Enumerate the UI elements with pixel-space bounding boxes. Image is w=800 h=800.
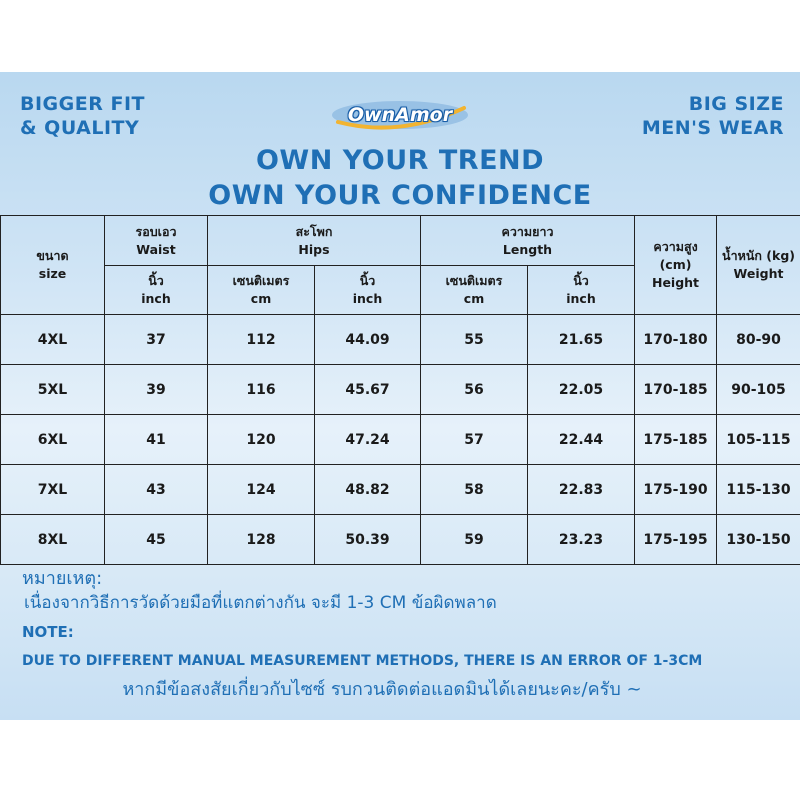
height-cell: 175-195 (635, 515, 717, 565)
left-tag-line1: BIGGER FIT (20, 93, 145, 115)
unit-label: เซนติเมตร (445, 273, 503, 288)
note-body-th: เนื่องจากวิธีการวัดด้วยมือที่แตกต่างกัน จะมี 1-3 CM ข้อผิดพลาด (24, 593, 497, 613)
size-header (1, 216, 105, 315)
length-inch-unit (528, 266, 635, 315)
hips-header-th: สะโพก (295, 223, 333, 239)
hips-inch-cell: 48.82 (315, 465, 421, 515)
hips-cm-cell: 128 (208, 515, 315, 565)
weight-cell: 115-130 (717, 465, 800, 515)
height-header-th: ความสูง (653, 239, 698, 254)
unit-label: นิ้ว (573, 273, 589, 288)
hips-cm-cell: 124 (208, 465, 315, 515)
hips-inch-unit (315, 266, 421, 315)
table-row (1, 415, 800, 465)
height-header (635, 216, 717, 315)
hips-inch-cell: 44.09 (315, 315, 421, 365)
height-cell: 170-180 (635, 315, 717, 365)
length-inch-cell: 21.65 (528, 315, 635, 365)
weight-cell: 90-105 (717, 365, 800, 415)
unit-label: cm (463, 291, 485, 306)
size-cell: 7XL (1, 465, 105, 515)
headline-trend: OWN YOUR TREND (255, 145, 545, 176)
unit-label: inch (141, 291, 171, 306)
height-header-en: Height (651, 275, 700, 290)
weight-cell: 80-90 (717, 315, 800, 365)
weight-cell: 130-150 (717, 515, 800, 565)
size-cell: 5XL (1, 365, 105, 415)
hips-cm-cell: 112 (208, 315, 315, 365)
length-inch-cell: 22.05 (528, 365, 635, 415)
unit-label: นิ้ว (148, 273, 164, 288)
waist-header-en: Waist (136, 241, 176, 257)
unit-label: inch (566, 291, 596, 306)
length-inch-cell: 22.83 (528, 465, 635, 515)
left-tag-line2: & QUALITY (20, 117, 140, 139)
table-row (1, 315, 800, 365)
unit-label: เซนติเมตร (232, 273, 290, 288)
table-row (1, 515, 800, 565)
note-body-en: DUE TO DIFFERENT MANUAL MEASUREMENT METHODS, THERE IS AN ERROR OF 1-3CM (22, 653, 703, 669)
table-row (1, 465, 800, 515)
logo-text: OwnAmor (347, 104, 453, 126)
waist-header (105, 216, 208, 266)
hips-inch-cell: 45.67 (315, 365, 421, 415)
weight-header-th: น้ำหนัก (kg) (722, 248, 795, 263)
right-tag-line1: BIG SIZE (688, 93, 784, 115)
hips-header-en: Hips (298, 241, 330, 257)
size-cell: 8XL (1, 515, 105, 565)
size-cell: 4XL (1, 315, 105, 365)
table-row (1, 365, 800, 415)
note-title-th: หมายเหตุ: (22, 568, 103, 589)
height-cell: 170-185 (635, 365, 717, 415)
length-header (421, 216, 635, 266)
height-cell: 175-190 (635, 465, 717, 515)
waist-inch-cell: 43 (105, 465, 208, 515)
waist-inch-cell: 37 (105, 315, 208, 365)
weight-header (717, 216, 800, 315)
waist-inch-cell: 45 (105, 515, 208, 565)
waist-header-th: รอบเอว (135, 223, 177, 239)
hips-inch-cell: 50.39 (315, 515, 421, 565)
weight-cell: 105-115 (717, 415, 800, 465)
size-chart-card (0, 72, 800, 720)
length-inch-cell: 22.44 (528, 415, 635, 465)
size-header-en: size (38, 266, 67, 281)
length-cm-unit (421, 266, 528, 315)
hips-header (208, 216, 421, 266)
big-size-tag (642, 92, 784, 140)
length-inch-cell: 23.23 (528, 515, 635, 565)
unit-label: cm (250, 291, 272, 306)
length-cm-cell: 55 (421, 315, 528, 365)
size-table (0, 215, 800, 565)
headline-confidence: OWN YOUR CONFIDENCE (208, 180, 592, 211)
length-cm-cell: 57 (421, 415, 528, 465)
bigger-fit-tag (20, 92, 145, 140)
hips-cm-cell: 116 (208, 365, 315, 415)
contact-admin-text: หากมีข้อสงสัยเกี่ยวกับไซซ์ รบกวนติดต่อแอดมินได้เลยนะคะ/ครับ ~ (122, 679, 642, 700)
waist-inch-cell: 39 (105, 365, 208, 415)
note-title-en: NOTE: (22, 623, 74, 641)
right-tag-line2: MEN'S WEAR (641, 117, 784, 139)
notes-section (22, 567, 792, 703)
unit-label: นิ้ว (359, 273, 376, 288)
length-cm-cell: 58 (421, 465, 528, 515)
waist-unit (105, 266, 208, 315)
ownamor-logo (330, 98, 470, 132)
height-cell: 175-185 (635, 415, 717, 465)
length-cm-cell: 56 (421, 365, 528, 415)
length-header-en: Length (502, 241, 553, 257)
length-header-th: ความยาว (501, 223, 554, 239)
waist-inch-cell: 41 (105, 415, 208, 465)
hips-cm-unit (208, 266, 315, 315)
size-cell: 6XL (1, 415, 105, 465)
hips-cm-cell: 120 (208, 415, 315, 465)
length-cm-cell: 59 (421, 515, 528, 565)
unit-label: inch (352, 291, 383, 306)
weight-header-en: Weight (733, 266, 784, 281)
hips-inch-cell: 47.24 (315, 415, 421, 465)
height-header-cm: (cm) (659, 257, 692, 272)
size-header-th: ขนาด (36, 248, 69, 263)
